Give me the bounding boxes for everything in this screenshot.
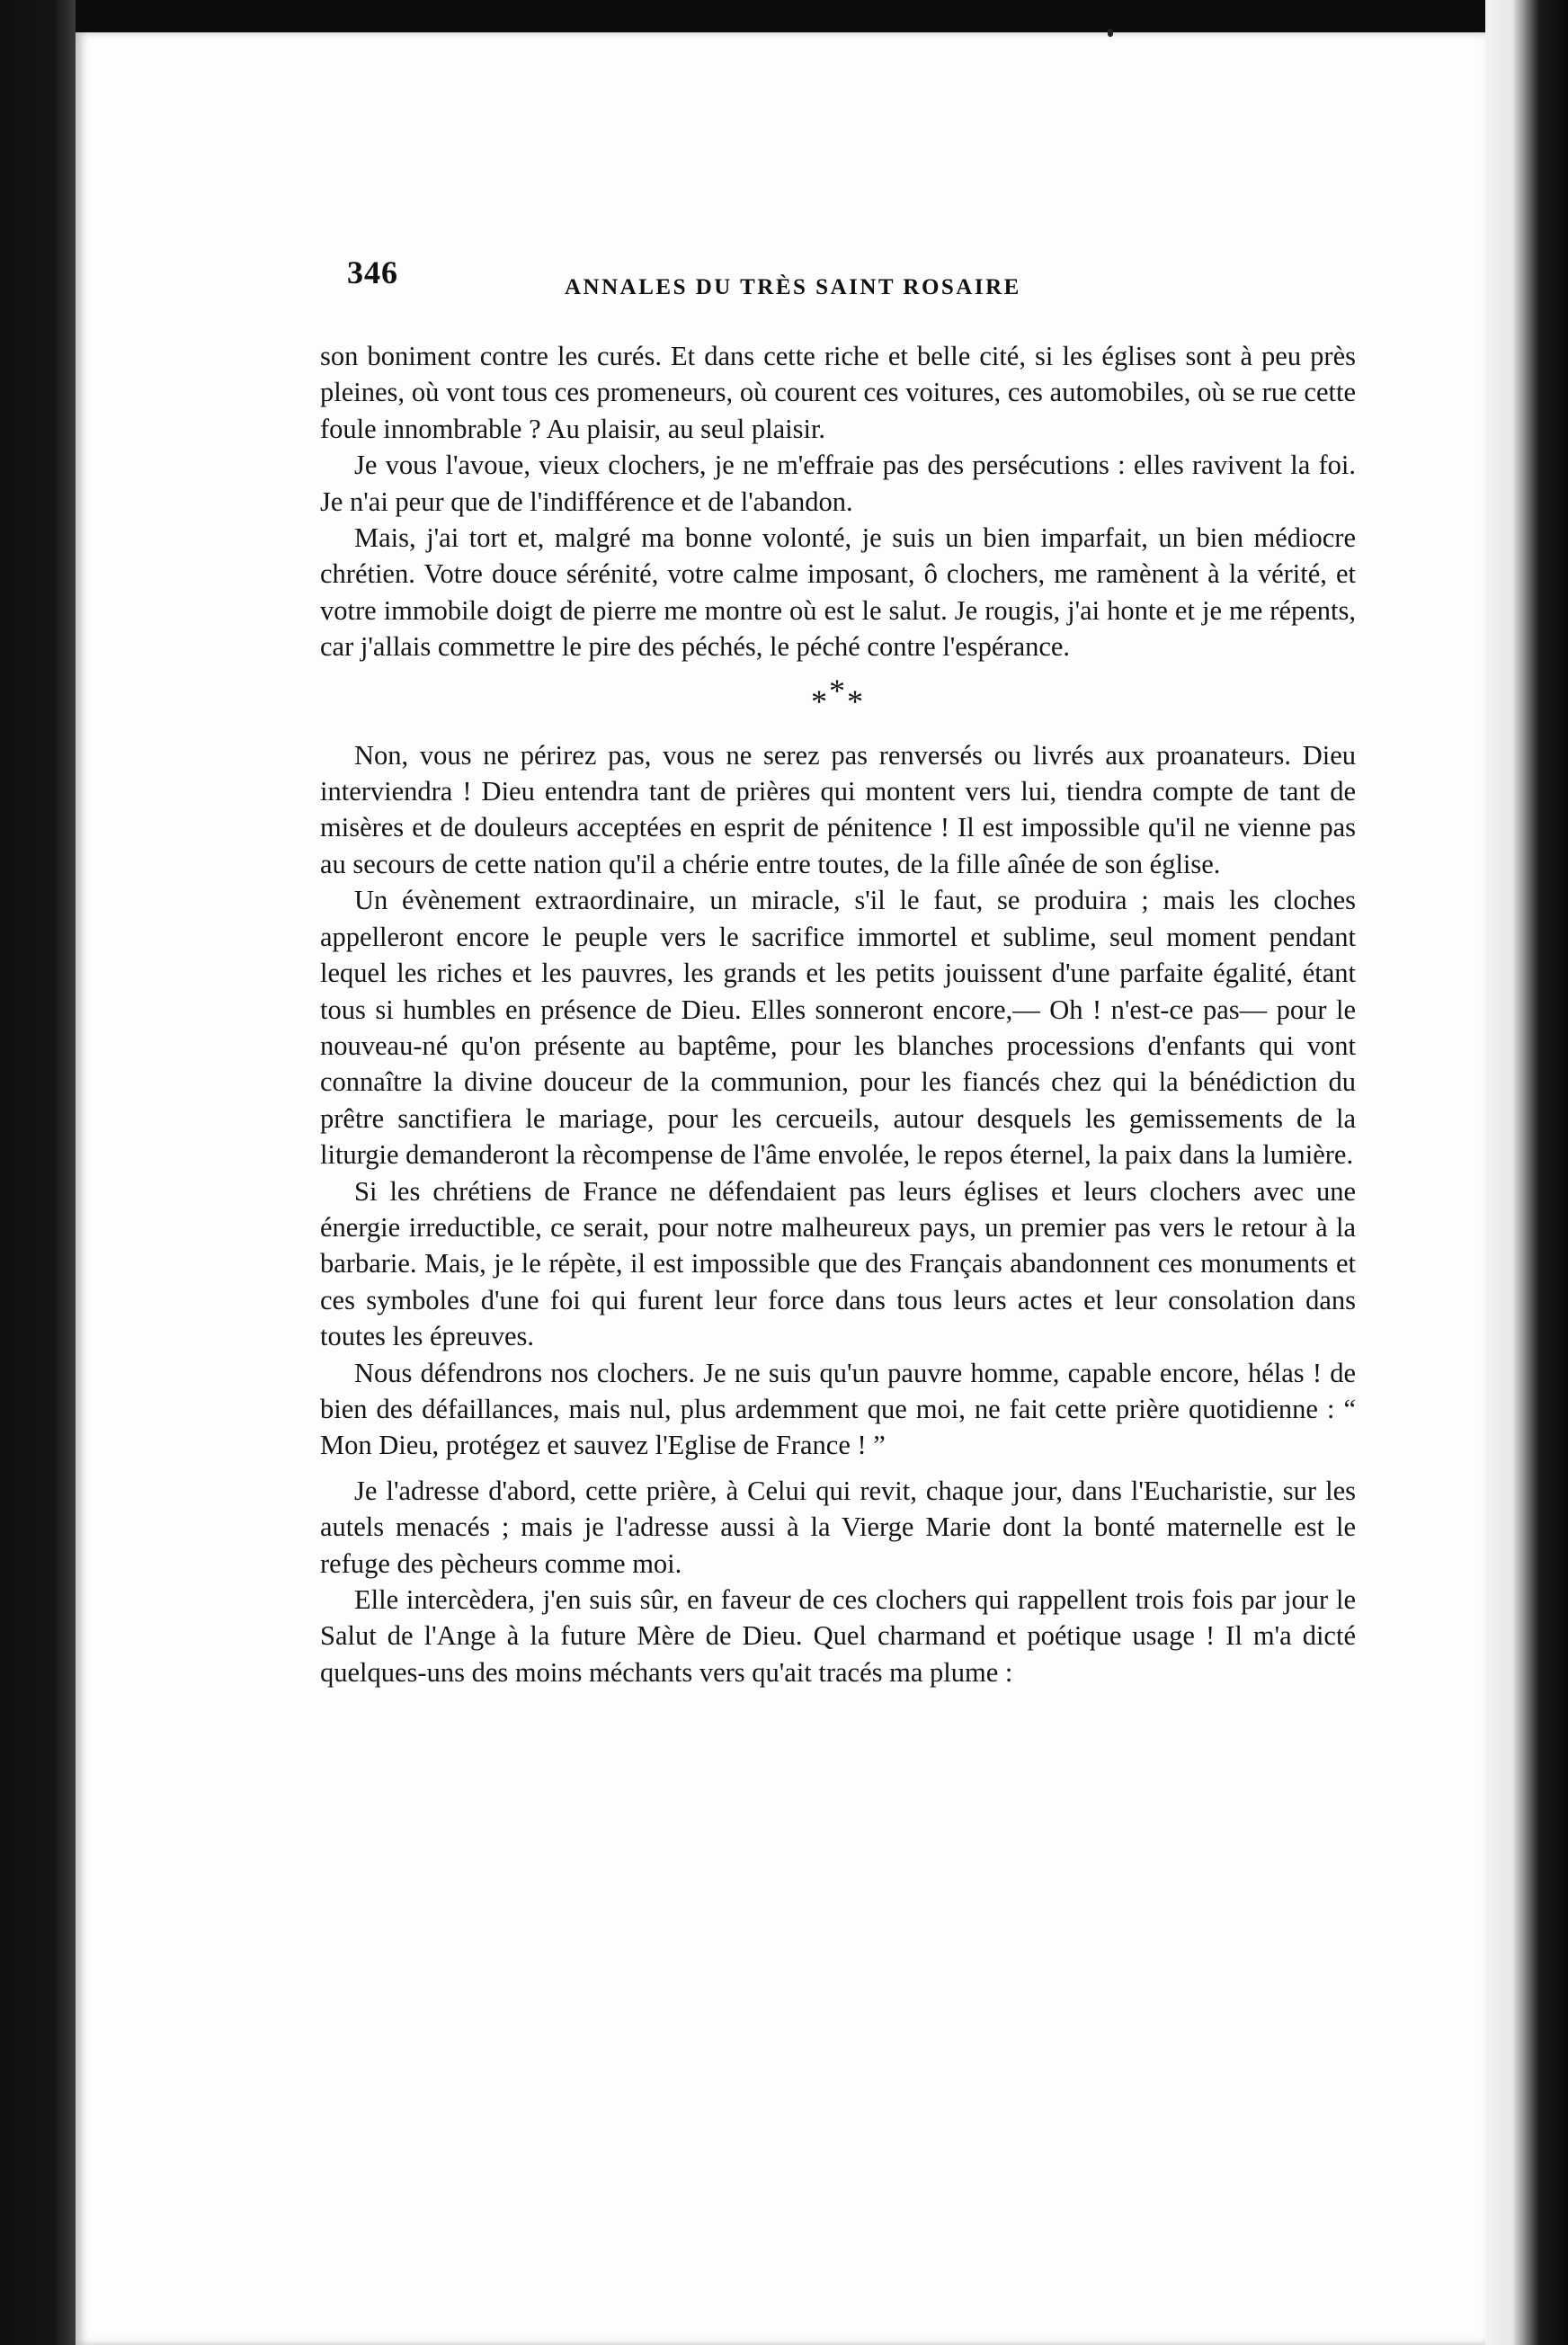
page-number: 346 (347, 254, 398, 290)
paragraph-6: Si les chrétiens de France ne défendaient pas leurs églises et leurs clochers avec une énergie irreductible, ce serait, pour notre malheureux pays, un premier pas vers le retour à la barbarie. Mais, je le répète, il est impossible que des Français abandonnent ces monuments et ces symboles d'une foi qui furent leur force dans tous leurs actes et leur consolation dans toutes les épreuves. (320, 1175, 1356, 1352)
separator-star-right: * (847, 682, 865, 719)
right-page-edge (1485, 0, 1568, 2345)
page-header (347, 254, 1147, 308)
body-text (320, 338, 1356, 1690)
paragraph-4: Non, vous ne périrez pas, vous ne serez pas renversés ou livrés aux proanateurs. Dieu interviendra ! Dieu entendra tant de prières qui montent vers lui, tiendra compte de tant de misères et de douleurs acceptées en esprit de pénitence ! Il est impossible qu'il ne vienne pas au secours de cette nation qu'il a chérie entre toutes, de la fille aînée de son église. (320, 739, 1356, 879)
running-title: ANNALES DU TRÈS SAINT ROSAIRE (565, 275, 1021, 299)
ink-speck (1108, 29, 1113, 37)
paragraph-7: Nous défendrons nos clochers. Je ne suis qu'un pauvre homme, capable encore, hélas ! de bien des défaillances, mais nul, plus ardemment que moi, ne fait cette prière quotidienne : “ Mon Dieu, protégez et sauvez l'Eglise de France ! ” (320, 1357, 1356, 1461)
separator-star-top: * (829, 672, 847, 709)
paragraph-3: Mais, j'ai tort et, malgré ma bonne volonté, je suis un bien imparfait, un bien médiocre chrétien. Votre douce sérénité, votre calme imposant, ô clochers, me ramènent à la vérité, et votre immobile doigt de pierre me montre où est le salut. Je rougis, j'ai honte et je me répents, car j'allais commettre le pire des péchés, le péché contre l'espérance. (320, 522, 1356, 663)
section-separator (320, 665, 1356, 737)
paragraph-5: Un évènement extraordinaire, un miracle, s'il le faut, se produira ; mais les cloches appelleront encore le peuple vers le sacrifice immortel et sublime, seul moment pendant lequel les riches et les pauvres, les grands et les petits jouissent d'une parfaite égalité, étant tous si humbles en présence de Dieu. Elles sonneront encore,— Oh ! n'est-ce pas— pour le nouveau-né qu'on présente au baptême, pour les blanches processions d'enfants qui vont connaître la divine douceur de la communion, pour les fiancés chez qui la bénédiction du prêtre sanctifiera le mariage, pour les cercueils, autour desquels les gemissements de la liturgie demanderont la rècompense de l'âme envolée, le repos éternel, la paix dans la lumière. (320, 885, 1356, 1171)
paragraph-2: Je vous l'avoue, vieux clochers, je ne m'effraie pas des persécutions : elles ravivent la foi. Je n'ai peur que de l'indifférence et de l'abandon. (320, 450, 1356, 517)
paragraph-1: son boniment contre les curés. Et dans cette riche et belle cité, si les églises sont à peu près pleines, où vont tous ces promeneurs, où courent ces voitures, ces automobiles, où se rue cette foule innombrable ? Au plaisir, au seul plaisir. (320, 341, 1356, 444)
paragraph-8: Je l'adresse d'abord, cette prière, à Celui qui revit, chaque jour, dans l'Eucharistie, sur les autels menacés ; mais je l'adresse aussi à la Vierge Marie dont la bonté maternelle est le refuge des pècheurs comme moi. (320, 1475, 1356, 1579)
paragraph-9: Elle intercèdera, j'en suis sûr, en faveur de ces clochers qui rappellent trois fois par jour le Salut de l'Ange à la future Mère de Dieu. Quel charmand et poétique usage ! Il m'a dicté quelques-uns des moins méchants vers qu'ait tracés ma plume : (320, 1584, 1356, 1688)
left-binding-shadow (0, 0, 76, 2345)
separator-star-left: * (811, 682, 829, 719)
